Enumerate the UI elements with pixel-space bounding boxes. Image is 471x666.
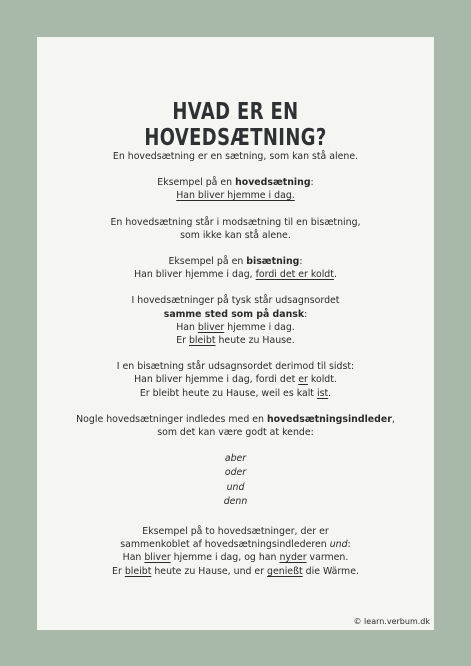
example-coordinated-clauses: Eksempel på to hovedsætninger, der er sammenkoblet af hovedsætningsindlederen und: Han bliver hjemme i dag, og han nyder varmen. Er bleibt heute zu Hause, und er genießt die Wärme. xyxy=(37,525,434,578)
example-main-clause xyxy=(37,176,434,202)
list-item: denn xyxy=(223,495,248,507)
german-example: Er bleibt heute zu Hause. xyxy=(176,335,295,347)
intro-paragraph xyxy=(37,150,434,163)
page-title: HVAD ER EN HOVEDSÆTNING? xyxy=(144,99,327,151)
conjunction-list xyxy=(37,452,434,509)
german-example: Er bleibt heute zu Hause, weil es kalt ist. xyxy=(139,387,332,399)
list-item: und xyxy=(226,481,245,493)
german-main-clause-paragraph: I hovedsætninger på tysk står udsagnsordet samme sted som på dansk: Han bliver hjemme i dag. Er bleibt heute zu Hause. xyxy=(37,294,434,347)
worksheet-card xyxy=(37,37,434,630)
worksheet-content xyxy=(37,150,434,591)
danish-example: Han bliver hjemme i dag, og han nyder varmen. xyxy=(122,552,349,564)
example-sentence: Han bliver hjemme i dag. xyxy=(176,190,295,202)
term-hovedsaetning: hovedsætning xyxy=(235,177,311,189)
german-example: Er bleibt heute zu Hause, und er genießt die Wärme. xyxy=(112,565,359,577)
list-item: oder xyxy=(224,467,247,479)
term-bisaetning: bisætning xyxy=(246,256,300,268)
list-item: aber xyxy=(224,453,247,465)
copyright-footer: © learn.verbum.dk xyxy=(353,617,430,626)
example-sentence: Han bliver hjemme i dag, fordi det er koldt. xyxy=(134,269,337,281)
example-subordinate-clause xyxy=(37,255,434,281)
intro-text: En hovedsætning er en sætning, som kan stå alene. xyxy=(112,151,359,162)
german-subordinate-clause-paragraph: I en bisætning står udsagnsordet derimod til sidst: Han bliver hjemme i dag, fordi det er koldt. Er bleibt heute zu Hause, weil es kalt ist. xyxy=(37,360,434,400)
example-label: Eksempel på en hovedsætning: xyxy=(157,177,314,189)
example-label: Eksempel på en bisætning: xyxy=(168,256,303,268)
danish-example: Han bliver hjemme i dag. xyxy=(176,321,295,333)
danish-example: Han bliver hjemme i dag, fordi det er koldt. xyxy=(134,374,337,386)
contrast-paragraph: En hovedsætning står i modsætning til en bisætning, som ikke kan stå alene. xyxy=(110,216,361,241)
conjunction-intro-paragraph: Nogle hovedsætninger indledes med en hovedsætningsindleder, som det kan være godt at kende: xyxy=(76,413,395,439)
